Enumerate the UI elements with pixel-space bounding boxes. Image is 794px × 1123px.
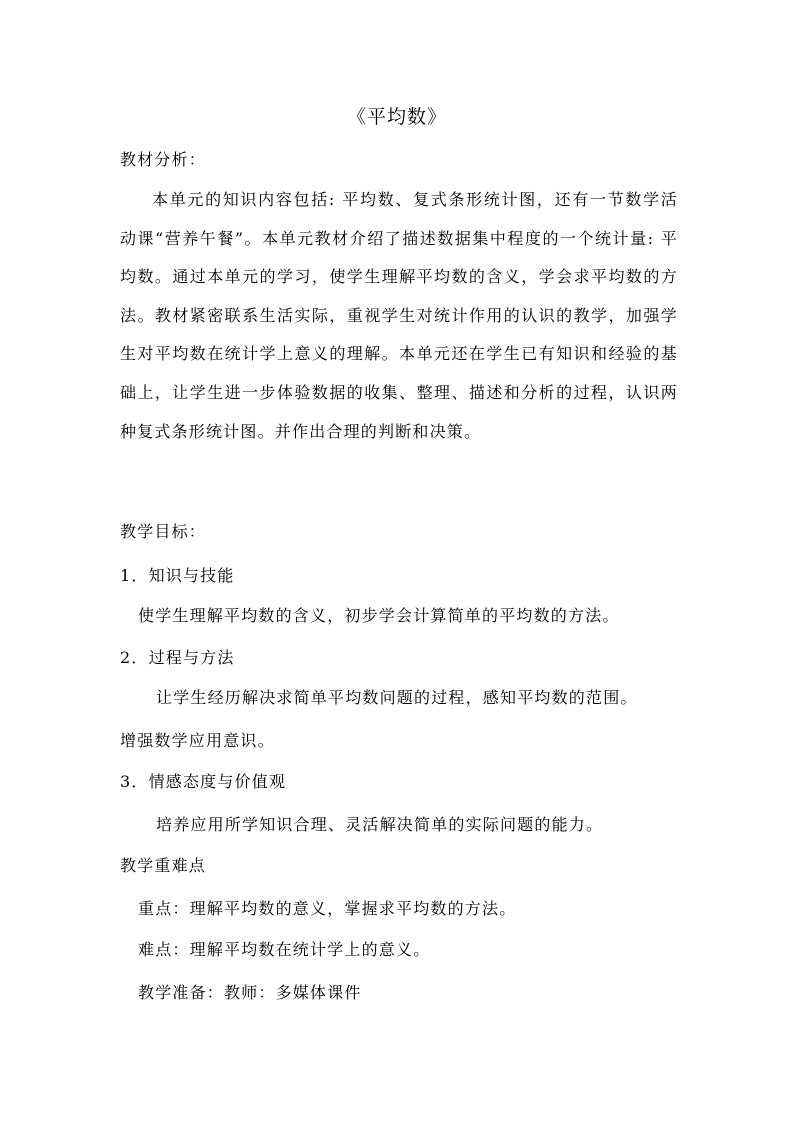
page-title: 《平均数》: [346, 106, 447, 128]
material-analysis-heading: 教材分析：: [120, 150, 207, 169]
teaching-goals-heading: 教学目标：: [120, 522, 207, 541]
goal-2-text-line-1: 让学生经历解决求简单平均数问题的过程，感知平均数的范围。: [156, 688, 638, 707]
goal-2-title: 2．过程与方法: [120, 648, 235, 667]
goal-2-text-line-2: 增强数学应用意识。: [120, 731, 275, 750]
goal-3-text: 培养应用所学知识合理、灵活解决简单的实际问题的能力。: [156, 815, 604, 834]
key-point-focus: 重点：理解平均数的意义，掌握求平均数的方法。: [138, 899, 517, 918]
teaching-preparation: 教学准备：教师：多媒体课件: [138, 983, 362, 1002]
material-analysis-paragraph: 本单元的知识内容包括: 平均数、复式条形统计图，还有一节数学活动课“营养午餐”。本单元教材介绍了描述数据集中程度的一个统计量: 平均数。通过本单元的学习，使学生理解平均数的含义，学会求平均数的方法。教材紧密联系生活实际，重视学生对统计作用的认识的教学，加强学生对平均数在统计学上意义的理解。本单元还在学生已有知识和经验的基础上，让学生进一步体验数据的收集、整理、描述和分析的过程，认识两种复式条形统计图。并作出合理的判断和决策。: [120, 190, 678, 441]
goal-1-text: 使学生理解平均数的含义，初步学会计算简单的平均数的方法。: [138, 606, 620, 625]
goal-3-title: 3．情感态度与价值观: [120, 772, 287, 791]
key-points-heading: 教学重难点: [120, 856, 207, 875]
key-point-difficulty: 难点：理解平均数在统计学上的意义。: [138, 940, 431, 959]
goal-1-title: 1．知识与技能: [120, 566, 235, 585]
